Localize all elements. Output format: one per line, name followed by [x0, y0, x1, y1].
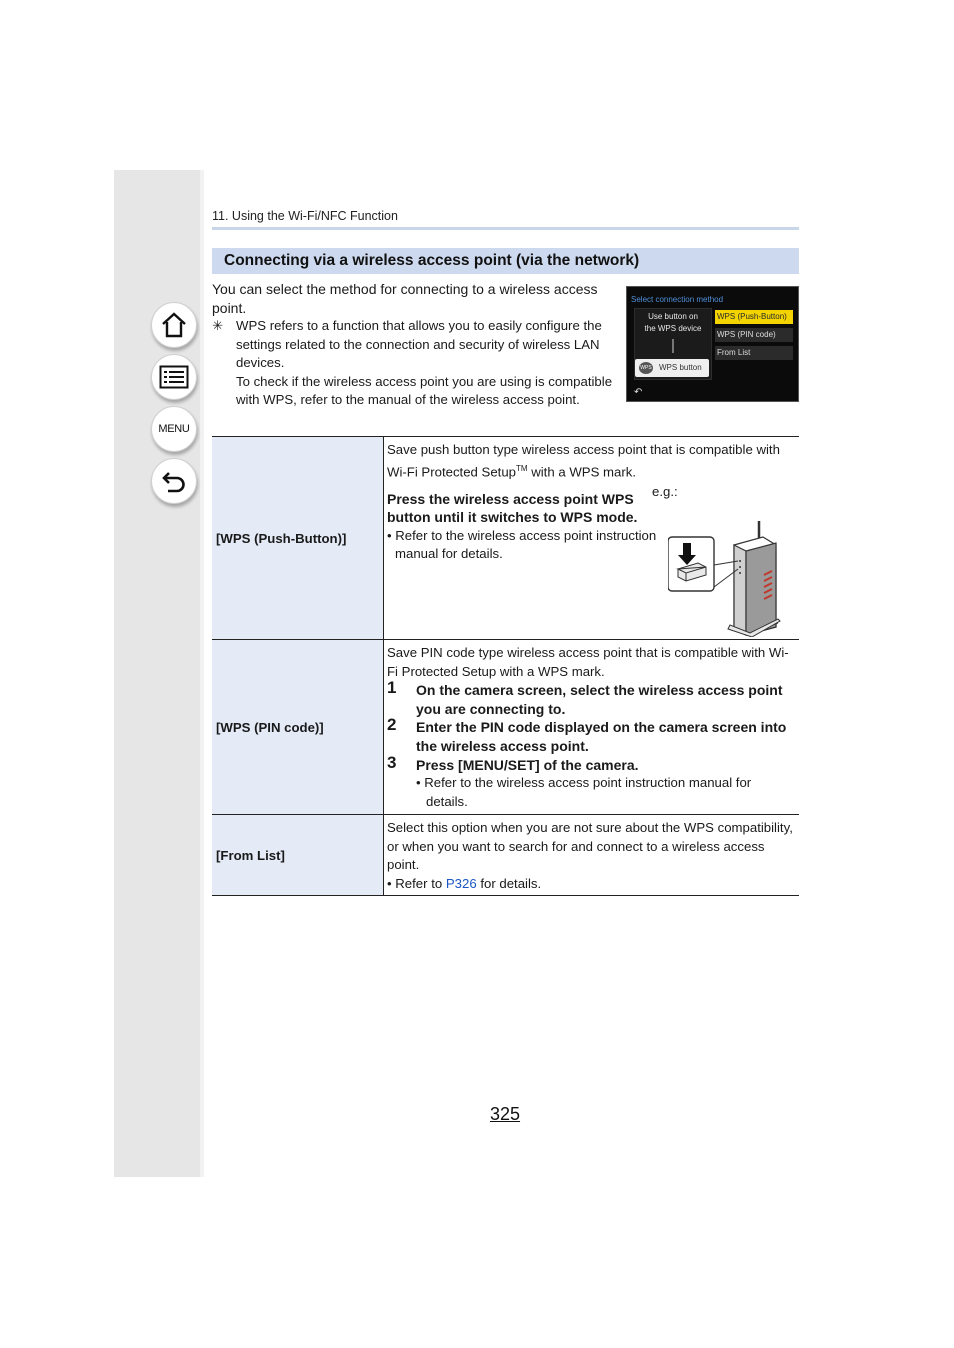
section-divider [212, 227, 799, 230]
table-row [212, 437, 799, 640]
row-content-wps-push [384, 437, 800, 640]
router-antenna-graphic [672, 339, 674, 353]
page-number: 325 [490, 1104, 521, 1124]
camera-option-wps-push: WPS (Push-Button) [715, 310, 793, 324]
wps-pin-bullet-text: Refer to the wireless access point instruction manual for details. [424, 775, 752, 809]
router-illustration [668, 517, 784, 637]
connection-method-table [212, 436, 799, 896]
page-title: Connecting via a wireless access point (via the network) [212, 248, 799, 274]
step-text: On the camera screen, select the wireless access point you are connecting to. [416, 682, 783, 717]
wps-push-bullet: • Refer to the wireless access point instruction manual for details. [387, 527, 657, 562]
panel-line-2: the WPS device [644, 324, 702, 333]
wps-badge: WPS [639, 362, 653, 374]
menu-button[interactable] [151, 406, 197, 452]
wps-note [212, 317, 617, 410]
row-content-wps-pin [384, 640, 800, 815]
step-text: Enter the PIN code displayed on the camera screen into the wireless access point. [416, 719, 787, 754]
step-3 [387, 752, 796, 775]
from-list-description: Select this option when you are not sure about the WPS compatibility, or when you want to search for and connect to a wireless access point. [387, 820, 793, 873]
example-label: e.g.: [652, 484, 678, 499]
return-icon [160, 468, 188, 494]
camera-screen-panel-text [635, 311, 711, 335]
back-button[interactable] [151, 458, 197, 504]
wps-pin-bullet: • Refer to the wireless access point instruction manual for details. [416, 775, 752, 809]
trademark-sup: TM [516, 463, 528, 473]
home-icon [160, 311, 188, 339]
note-line-2: To check if the wireless access point you are using is compatible with WPS, refer to the manual of the wireless access point. [236, 373, 613, 408]
step-number: 3 [387, 752, 397, 772]
note-line-1: WPS refers to a function that allows you to easily configure the settings related to the connection and security of wireless LAN devices. [236, 318, 602, 371]
note-mark: ✳ [212, 318, 224, 333]
step-number: 1 [387, 678, 397, 698]
table-row [212, 640, 799, 815]
from-list-bullet-end: for details. [476, 875, 542, 891]
intro-text: You can select the method for connecting to a wireless access point. [212, 281, 598, 316]
sidebar-edge [200, 170, 204, 1177]
home-button[interactable] [151, 302, 197, 348]
camera-wps-button [635, 359, 709, 377]
section-label: 11. Using the Wi-Fi/NFC Function [212, 209, 398, 223]
row-label-wps-pin: [WPS (PIN code)] [212, 640, 384, 815]
step-number: 2 [387, 715, 397, 735]
row-label-from-list: [From List] [212, 815, 384, 896]
page-link-p326[interactable]: P326 [445, 875, 477, 891]
wps-push-description [387, 441, 796, 482]
desc-text-end: with a WPS mark. [527, 463, 637, 479]
list-icon [159, 365, 189, 389]
camera-screen-title: Select connection method [631, 295, 724, 304]
wps-pin-description: Save PIN code type wireless access point that is compatible with Wi-Fi Protected Setup with a WPS mark. [387, 645, 789, 679]
from-list-bullet: • Refer to P326 for details. [387, 875, 542, 891]
from-list-bullet-text: Refer to [395, 875, 446, 891]
row-label-wps-push: [WPS (Push-Button)] [212, 437, 384, 640]
contents-button[interactable] [151, 354, 197, 400]
step-2 [387, 715, 796, 755]
camera-screen-image [626, 286, 799, 402]
table-row [212, 815, 799, 896]
camera-screen-panel [634, 308, 712, 380]
wps-push-bullet-text: Refer to the wireless access point instruction manual for details. [395, 527, 657, 562]
step-text: Press [MENU/SET] of the camera. [416, 756, 639, 773]
menu-label: MENU [158, 423, 190, 435]
row-content-from-list [384, 815, 800, 896]
panel-line-1: Use button on [648, 312, 698, 321]
wps-button-label: WPS button [659, 363, 702, 372]
step-1 [387, 678, 796, 718]
wps-push-instruction: Press the wireless access point WPS button until it switches to WPS mode. [387, 490, 638, 526]
desc-text: Save push button type wireless access point that is compatible with Wi-Fi Protected Setup [387, 442, 780, 479]
camera-option-from-list: From List [715, 346, 793, 360]
camera-option-wps-pin: WPS (PIN code) [715, 328, 793, 342]
camera-back-icon: ↶ [634, 387, 643, 398]
